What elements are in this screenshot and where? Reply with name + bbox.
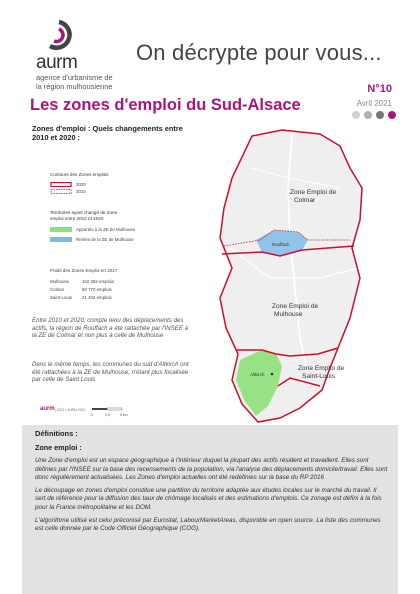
removed-swatch xyxy=(50,237,72,242)
legend-row-2020 xyxy=(50,181,108,188)
legend-label-2020: 2020 xyxy=(76,181,86,187)
weight-value: 21 404 emplois xyxy=(81,294,112,300)
label-zone-saintlouis-name: Saint-Louis xyxy=(302,373,335,380)
logo-subtitle xyxy=(36,73,166,91)
label-zone-colmar-name: Colmar xyxy=(294,197,316,204)
legend-row-attached xyxy=(50,224,135,234)
table-row xyxy=(50,285,124,293)
issue-number: N°10 xyxy=(367,83,392,95)
legend-row-2010 xyxy=(50,188,108,195)
series-dot xyxy=(376,111,384,119)
page-title: Les zones d'emploi du Sud-Alsace xyxy=(30,96,301,114)
legend-contours-heading: Contours des Zones emplois xyxy=(50,172,109,177)
definitions-heading: Définitions : xyxy=(35,429,78,438)
label-zone-colmar: Zone Emploi de xyxy=(290,189,337,196)
legend-label-attached: Apportés à la ZE de Mulhouse xyxy=(76,226,136,232)
contour-2010-swatch-icon xyxy=(50,189,72,194)
series-dot xyxy=(364,111,372,119)
label-altkirch: Altkirch xyxy=(250,372,265,377)
logo-subtitle-line-1: agence d'urbanisme de xyxy=(36,73,113,82)
scale-segment-light xyxy=(107,408,122,410)
legend-contours xyxy=(50,172,108,195)
weights-heading: Poids des Zones Emploi en 2017 xyxy=(50,268,118,273)
legend-label-2010: 2010 xyxy=(76,188,86,194)
weight-value: 162 382 emplois xyxy=(81,278,115,284)
scale-label: 0 xyxy=(91,413,93,417)
scale-label: 2,5 xyxy=(105,413,110,417)
weight-zone: Colmar xyxy=(50,286,65,292)
weight-value: 93 770 emplois xyxy=(81,286,112,292)
definition-paragraph-3: L'algorithme utilisé est celui préconisé par Eurostat, LabourMarketAreas, disponible en open source. La liste des communes est celle donnée par le Code Officiel Géographique (COG). xyxy=(35,516,381,533)
weight-zone: Mulhouse xyxy=(50,278,70,284)
legend-row-removed xyxy=(50,234,135,244)
legend-territories-heading xyxy=(50,210,135,221)
series-dot xyxy=(352,111,360,119)
aurm-logo-mark-icon xyxy=(42,20,76,50)
main-title: On décrypte pour vous... xyxy=(136,40,382,65)
scale-bar xyxy=(90,406,140,420)
logo-name: aurm xyxy=(36,52,78,73)
legend-territories xyxy=(50,210,135,244)
label-zone-mulhouse-name: Mulhouse xyxy=(274,311,303,318)
employment-zones-map xyxy=(190,128,390,423)
note-altkirch: Dans le même temps, les communes du sud d'Altkirch ont été rattachées à la ZE de Mulhouse, n'étant plus focalisée par celle de Saint Louis xyxy=(32,361,189,384)
label-rouffach: Rouffach xyxy=(272,242,290,247)
label-zone-mulhouse: Zone Emploi de xyxy=(272,303,319,310)
section-subtitle: Zones d'emploi : Quels changements entre 2010 et 2020 : xyxy=(32,124,183,143)
table-row xyxy=(50,293,124,301)
note-rouffach: Entre 2010 et 2020, compte tenu des déplacements des actifs, la région de Rouffach a été rattachée par l'INSEE à la ZE de Colmar et non plus à celle de Mulhouse xyxy=(32,317,188,340)
altkirch-marker-icon xyxy=(271,373,274,376)
definitions-box xyxy=(22,425,398,594)
zone-weights xyxy=(50,268,124,301)
definition-paragraph-1: Une Zone d'emploi est un espace géographique à l'intérieur duquel la plupart des actifs résident et travaillent. Elles sont définies par l'INSEE sur la base des recensements de la population, via l'analyse des déplacements domicile/travail. Elles sont donc régulièrement actualisées. Les Zones d'emploi actuelles ont été redéfinies sur la base du RP 2016 xyxy=(35,457,388,482)
legend-territories-heading-1: Territoires ayant changé de Zone xyxy=(50,210,118,215)
table-row xyxy=(50,277,124,285)
label-zone-saintlouis: Zone Emploi de xyxy=(298,365,345,372)
definition-paragraph-2: Le découpage en zones d'emploi constitue une partition du territoire adaptée aux études locales sur le marché du travail. Il sert de référence pour la diffusion des taux de chômage localisés et des estimations d'emplois. Ce zonage est défini à la fois pour la France métropolitaine et les DOM. xyxy=(35,486,382,511)
scale-segment-dark xyxy=(92,408,107,410)
contour-2020-swatch-icon xyxy=(50,182,72,187)
aurm-logo xyxy=(30,20,150,91)
logo-subtitle-line-2: la région mulhousienne xyxy=(36,82,113,91)
footer-credit: | 2021 | AURM 2020 xyxy=(55,408,86,412)
attached-swatch xyxy=(50,227,72,232)
series-dots xyxy=(352,111,396,119)
footer-logo: aurm xyxy=(40,406,55,412)
scale-label: 5 km xyxy=(120,413,128,417)
weight-zone: Saint-Louis xyxy=(50,294,72,300)
weights-table xyxy=(50,277,124,301)
definitions-subheading: Zone emploi : xyxy=(35,443,82,452)
legend-territories-heading-2: emploi entre 2010 et 2020 xyxy=(50,215,104,221)
issue-date: Avril 2021 xyxy=(356,99,392,108)
series-dot xyxy=(388,111,396,119)
legend-label-removed: Retirés de la ZE de Mulhouse xyxy=(76,236,134,242)
